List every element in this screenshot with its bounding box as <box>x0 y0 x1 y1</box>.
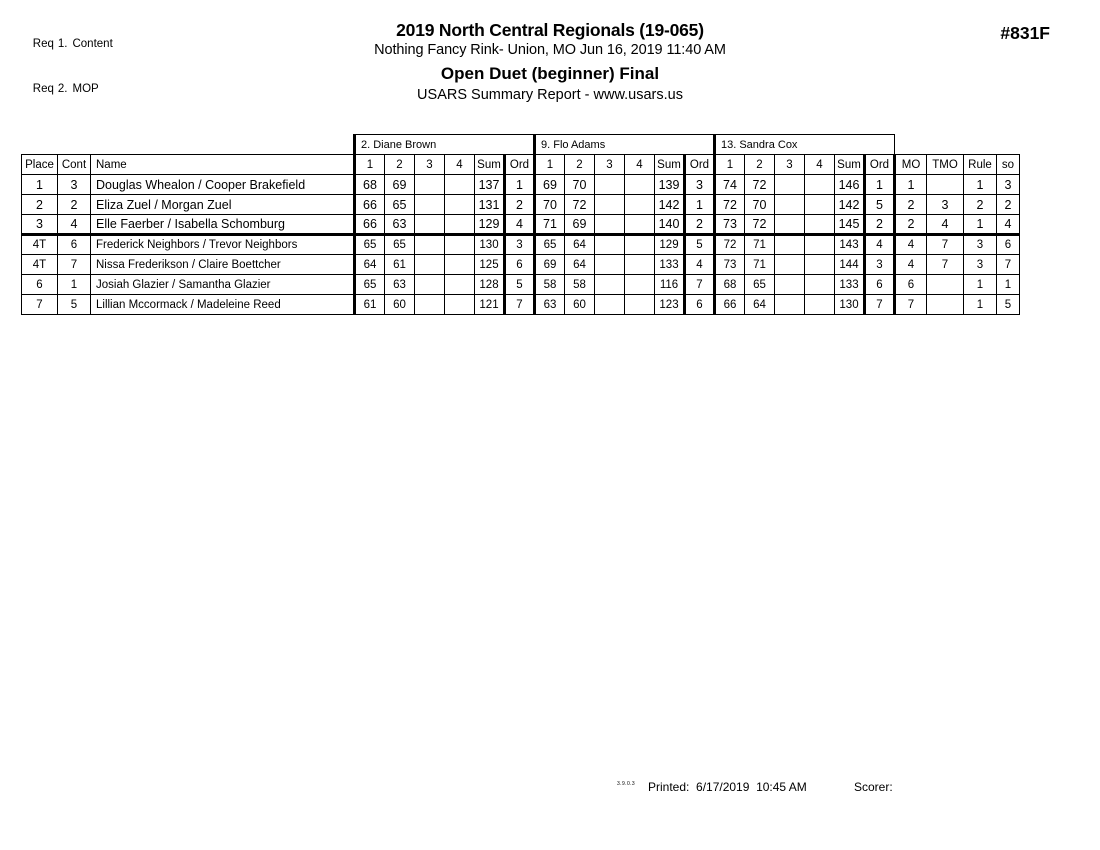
cell-j2-score-3 <box>595 215 625 235</box>
cell-j2-sum: 140 <box>655 215 685 235</box>
cell-j2-sum: 116 <box>655 275 685 295</box>
cell-j1-sum: 129 <box>475 215 505 235</box>
cell-j2-sum: 142 <box>655 195 685 215</box>
cell-j3-ordinal: 5 <box>865 195 895 215</box>
cell-place: 3 <box>22 215 58 235</box>
cell-place: 7 <box>22 295 58 315</box>
cell-j1-ordinal: 1 <box>505 175 535 195</box>
cell-j2-score-1: 69 <box>535 255 565 275</box>
cell-j2-score-3 <box>595 195 625 215</box>
cell-j1-ordinal: 6 <box>505 255 535 275</box>
cell-rule: 3 <box>964 255 997 275</box>
cell-j2-score-2: 69 <box>565 215 595 235</box>
cell-j3-score-1: 66 <box>715 295 745 315</box>
cell-j1-ordinal: 2 <box>505 195 535 215</box>
cell-j3-score-4 <box>805 275 835 295</box>
cell-j1-ordinal: 4 <box>505 215 535 235</box>
cell-j2-score-3 <box>595 295 625 315</box>
cell-contestant-number: 1 <box>58 275 91 295</box>
table-row <box>22 215 1020 235</box>
cell-place: 1 <box>22 175 58 195</box>
judge-panel-3-name: 13. Sandra Cox <box>715 135 895 155</box>
cell-j3-score-1: 72 <box>715 235 745 255</box>
col-header-j3-s1: 1 <box>715 155 745 175</box>
cell-rule: 2 <box>964 195 997 215</box>
cell-j3-score-1: 73 <box>715 255 745 275</box>
col-header-so: so <box>997 155 1020 175</box>
requirement-label: Req <box>32 83 54 95</box>
col-header-j3-s4: 4 <box>805 155 835 175</box>
cell-j1-score-2: 65 <box>385 235 415 255</box>
cell-j3-score-4 <box>805 175 835 195</box>
cell-j2-score-2: 58 <box>565 275 595 295</box>
cell-tmo: 7 <box>927 235 964 255</box>
cell-rule: 3 <box>964 235 997 255</box>
col-header-rule: Rule <box>964 155 997 175</box>
cell-j3-score-2: 65 <box>745 275 775 295</box>
col-header-mo: MO <box>895 155 927 175</box>
cell-tmo <box>927 295 964 315</box>
cell-mo: 2 <box>895 195 927 215</box>
cell-contestant-number: 5 <box>58 295 91 315</box>
cell-j3-ordinal: 4 <box>865 235 895 255</box>
banner-spacer <box>22 135 355 155</box>
cell-j3-score-4 <box>805 215 835 235</box>
cell-j2-score-4 <box>625 175 655 195</box>
cell-j3-score-3 <box>775 295 805 315</box>
cell-j1-score-2: 61 <box>385 255 415 275</box>
cell-so: 4 <box>997 215 1020 235</box>
cell-j3-score-4 <box>805 295 835 315</box>
col-header-j3-sum: Sum <box>835 155 865 175</box>
col-header-place: Place <box>22 155 58 175</box>
venue-datetime-line: Nothing Fancy Rink- Union, MO Jun 16, 2019 11:40 AM <box>374 42 726 58</box>
cell-j3-sum: 142 <box>835 195 865 215</box>
cell-j3-sum: 145 <box>835 215 865 235</box>
cell-j2-score-3 <box>595 175 625 195</box>
cell-j1-score-1: 61 <box>355 295 385 315</box>
cell-j3-score-2: 71 <box>745 235 775 255</box>
col-header-tmo: TMO <box>927 155 964 175</box>
cell-j2-score-3 <box>595 235 625 255</box>
cell-contestant-number: 7 <box>58 255 91 275</box>
cell-tmo <box>927 175 964 195</box>
cell-j3-score-3 <box>775 255 805 275</box>
cell-j2-sum: 129 <box>655 235 685 255</box>
cell-j1-score-1: 65 <box>355 235 385 255</box>
cell-skater-name: Douglas Whealon / Cooper Brakefield <box>91 175 355 195</box>
col-header-j3-s2: 2 <box>745 155 775 175</box>
cell-j1-sum: 130 <box>475 235 505 255</box>
cell-so: 6 <box>997 235 1020 255</box>
cell-j1-sum: 125 <box>475 255 505 275</box>
cell-j1-score-1: 65 <box>355 275 385 295</box>
cell-j3-score-3 <box>775 195 805 215</box>
cell-j1-ordinal: 3 <box>505 235 535 255</box>
cell-j1-score-4 <box>445 275 475 295</box>
col-header-j3-s3: 3 <box>775 155 805 175</box>
table-header-row <box>22 155 1020 175</box>
col-header-j1-ord: Ord <box>505 155 535 175</box>
col-header-j1-s4: 4 <box>445 155 475 175</box>
cell-j3-score-4 <box>805 235 835 255</box>
cell-j1-score-2: 63 <box>385 275 415 295</box>
cell-j1-sum: 131 <box>475 195 505 215</box>
cell-j1-score-1: 64 <box>355 255 385 275</box>
cell-j2-sum: 123 <box>655 295 685 315</box>
col-header-j1-s1: 1 <box>355 155 385 175</box>
table-row <box>22 195 1020 215</box>
report-subtitle: USARS Summary Report - www.usars.us <box>417 87 683 103</box>
requirement-text: Content <box>72 38 113 50</box>
cell-rule: 1 <box>964 275 997 295</box>
cell-j1-score-2: 60 <box>385 295 415 315</box>
cell-tmo: 4 <box>927 215 964 235</box>
cell-j1-score-3 <box>415 255 445 275</box>
cell-so: 5 <box>997 295 1020 315</box>
cell-tmo: 7 <box>927 255 964 275</box>
col-header-j2-s1: 1 <box>535 155 565 175</box>
cell-j3-score-2: 64 <box>745 295 775 315</box>
cell-place: 4T <box>22 235 58 255</box>
cell-j3-sum: 133 <box>835 275 865 295</box>
banner-spacer-right <box>895 135 1020 155</box>
cell-j3-ordinal: 2 <box>865 215 895 235</box>
col-header-j2-s2: 2 <box>565 155 595 175</box>
cell-j1-ordinal: 5 <box>505 275 535 295</box>
cell-j1-score-3 <box>415 175 445 195</box>
cell-j1-score-1: 66 <box>355 195 385 215</box>
cell-contestant-number: 4 <box>58 215 91 235</box>
cell-j2-ordinal: 5 <box>685 235 715 255</box>
cell-tmo <box>927 275 964 295</box>
division-title: Open Duet (beginner) Final <box>440 64 660 83</box>
col-header-j3-ord: Ord <box>865 155 895 175</box>
cell-place: 4T <box>22 255 58 275</box>
cell-j3-score-2: 72 <box>745 175 775 195</box>
cell-j1-score-4 <box>445 195 475 215</box>
cell-j1-score-4 <box>445 255 475 275</box>
judge-banner-row <box>22 135 1020 155</box>
col-header-j1-sum: Sum <box>475 155 505 175</box>
cell-j1-score-3 <box>415 295 445 315</box>
cell-j2-ordinal: 3 <box>685 175 715 195</box>
cell-j2-score-1: 63 <box>535 295 565 315</box>
table-row <box>22 175 1020 195</box>
cell-j3-score-1: 72 <box>715 195 745 215</box>
cell-j3-score-3 <box>775 215 805 235</box>
cell-j1-score-4 <box>445 235 475 255</box>
cell-contestant-number: 3 <box>58 175 91 195</box>
cell-j2-score-1: 58 <box>535 275 565 295</box>
cell-j2-score-1: 65 <box>535 235 565 255</box>
cell-tmo: 3 <box>927 195 964 215</box>
cell-mo: 6 <box>895 275 927 295</box>
cell-j2-score-2: 70 <box>565 175 595 195</box>
cell-j3-score-1: 73 <box>715 215 745 235</box>
col-header-j2-s3: 3 <box>595 155 625 175</box>
table-row <box>22 255 1020 275</box>
col-header-name: Name <box>91 155 355 175</box>
cell-j3-score-3 <box>775 175 805 195</box>
cell-contestant-number: 6 <box>58 235 91 255</box>
cell-j2-score-2: 72 <box>565 195 595 215</box>
cell-j2-score-3 <box>595 275 625 295</box>
cell-skater-name: Josiah Glazier / Samantha Glazier <box>91 275 355 295</box>
cell-j2-score-4 <box>625 195 655 215</box>
requirement-number: 2. <box>57 83 68 95</box>
cell-j3-sum: 144 <box>835 255 865 275</box>
requirement-text: MOP <box>72 83 99 95</box>
col-header-j2-ord: Ord <box>685 155 715 175</box>
cell-j1-score-3 <box>415 195 445 215</box>
cell-j2-score-4 <box>625 255 655 275</box>
cell-j3-score-4 <box>805 255 835 275</box>
table-row <box>22 295 1020 315</box>
cell-j1-sum: 121 <box>475 295 505 315</box>
cell-so: 3 <box>997 175 1020 195</box>
report-header <box>0 20 1100 105</box>
scorer-label: Scorer: <box>854 780 893 794</box>
cell-j3-score-3 <box>775 235 805 255</box>
cell-j1-score-1: 68 <box>355 175 385 195</box>
software-version: 3.9.0.3 <box>617 781 636 787</box>
results-table <box>21 134 1020 315</box>
cell-rule: 1 <box>964 215 997 235</box>
cell-j3-ordinal: 3 <box>865 255 895 275</box>
cell-so: 7 <box>997 255 1020 275</box>
table-row <box>22 235 1020 255</box>
printed-timestamp: Printed: 6/17/2019 10:45 AM <box>648 780 807 794</box>
cell-j2-score-2: 64 <box>565 235 595 255</box>
cell-j2-ordinal: 7 <box>685 275 715 295</box>
cell-j3-sum: 130 <box>835 295 865 315</box>
cell-mo: 4 <box>895 235 927 255</box>
requirement-number: 1. <box>57 38 68 50</box>
cell-j3-ordinal: 6 <box>865 275 895 295</box>
cell-j2-score-4 <box>625 235 655 255</box>
cell-j2-score-1: 69 <box>535 175 565 195</box>
cell-j2-ordinal: 2 <box>685 215 715 235</box>
cell-j1-sum: 128 <box>475 275 505 295</box>
requirement-label: Req <box>32 38 54 50</box>
cell-so: 2 <box>997 195 1020 215</box>
cell-place: 2 <box>22 195 58 215</box>
col-header-j2-sum: Sum <box>655 155 685 175</box>
cell-j1-score-2: 63 <box>385 215 415 235</box>
results-body <box>22 175 1020 315</box>
cell-j3-score-2: 71 <box>745 255 775 275</box>
judge-panel-2-name: 9. Flo Adams <box>535 135 715 155</box>
cell-j2-score-4 <box>625 295 655 315</box>
cell-mo: 1 <box>895 175 927 195</box>
cell-j2-score-1: 70 <box>535 195 565 215</box>
cell-j2-ordinal: 4 <box>685 255 715 275</box>
cell-j1-score-3 <box>415 235 445 255</box>
cell-j3-score-1: 68 <box>715 275 745 295</box>
cell-j2-score-1: 71 <box>535 215 565 235</box>
cell-j1-ordinal: 7 <box>505 295 535 315</box>
cell-rule: 1 <box>964 175 997 195</box>
cell-j2-score-4 <box>625 215 655 235</box>
cell-j2-score-2: 60 <box>565 295 595 315</box>
cell-skater-name: Frederick Neighbors / Trevor Neighbors <box>91 235 355 255</box>
cell-rule: 1 <box>964 295 997 315</box>
cell-j1-score-4 <box>445 295 475 315</box>
cell-skater-name: Elle Faerber / Isabella Schomburg <box>91 215 355 235</box>
cell-j1-score-4 <box>445 175 475 195</box>
cell-j2-score-2: 64 <box>565 255 595 275</box>
cell-mo: 2 <box>895 215 927 235</box>
cell-j2-sum: 139 <box>655 175 685 195</box>
col-header-j2-s4: 4 <box>625 155 655 175</box>
cell-j1-score-2: 65 <box>385 195 415 215</box>
cell-so: 1 <box>997 275 1020 295</box>
judge-panel-1-name: 2. Diane Brown <box>355 135 535 155</box>
cell-j3-score-3 <box>775 275 805 295</box>
cell-j3-ordinal: 7 <box>865 295 895 315</box>
cell-j2-score-4 <box>625 275 655 295</box>
cell-j3-score-2: 70 <box>745 195 775 215</box>
col-header-j1-s3: 3 <box>415 155 445 175</box>
cell-mo: 7 <box>895 295 927 315</box>
cell-contestant-number: 2 <box>58 195 91 215</box>
cell-j1-sum: 137 <box>475 175 505 195</box>
cell-j3-score-2: 72 <box>745 215 775 235</box>
cell-j3-score-4 <box>805 195 835 215</box>
cell-j3-sum: 143 <box>835 235 865 255</box>
cell-j1-score-2: 69 <box>385 175 415 195</box>
cell-j3-ordinal: 1 <box>865 175 895 195</box>
cell-j1-score-3 <box>415 215 445 235</box>
cell-j2-score-3 <box>595 255 625 275</box>
event-title: 2019 North Central Regionals (19-065) <box>396 20 704 40</box>
event-number: #831F <box>1000 23 1050 43</box>
cell-mo: 4 <box>895 255 927 275</box>
cell-place: 6 <box>22 275 58 295</box>
cell-j3-score-1: 74 <box>715 175 745 195</box>
col-header-cont: Cont <box>58 155 91 175</box>
cell-skater-name: Eliza Zuel / Morgan Zuel <box>91 195 355 215</box>
cell-j1-score-3 <box>415 275 445 295</box>
cell-j1-score-1: 66 <box>355 215 385 235</box>
cell-skater-name: Lillian Mccormack / Madeleine Reed <box>91 295 355 315</box>
cell-j1-score-4 <box>445 215 475 235</box>
cell-skater-name: Nissa Frederikson / Claire Boettcher <box>91 255 355 275</box>
cell-j2-sum: 133 <box>655 255 685 275</box>
cell-j2-ordinal: 1 <box>685 195 715 215</box>
col-header-j1-s2: 2 <box>385 155 415 175</box>
table-row <box>22 275 1020 295</box>
cell-j2-ordinal: 6 <box>685 295 715 315</box>
cell-j3-sum: 146 <box>835 175 865 195</box>
